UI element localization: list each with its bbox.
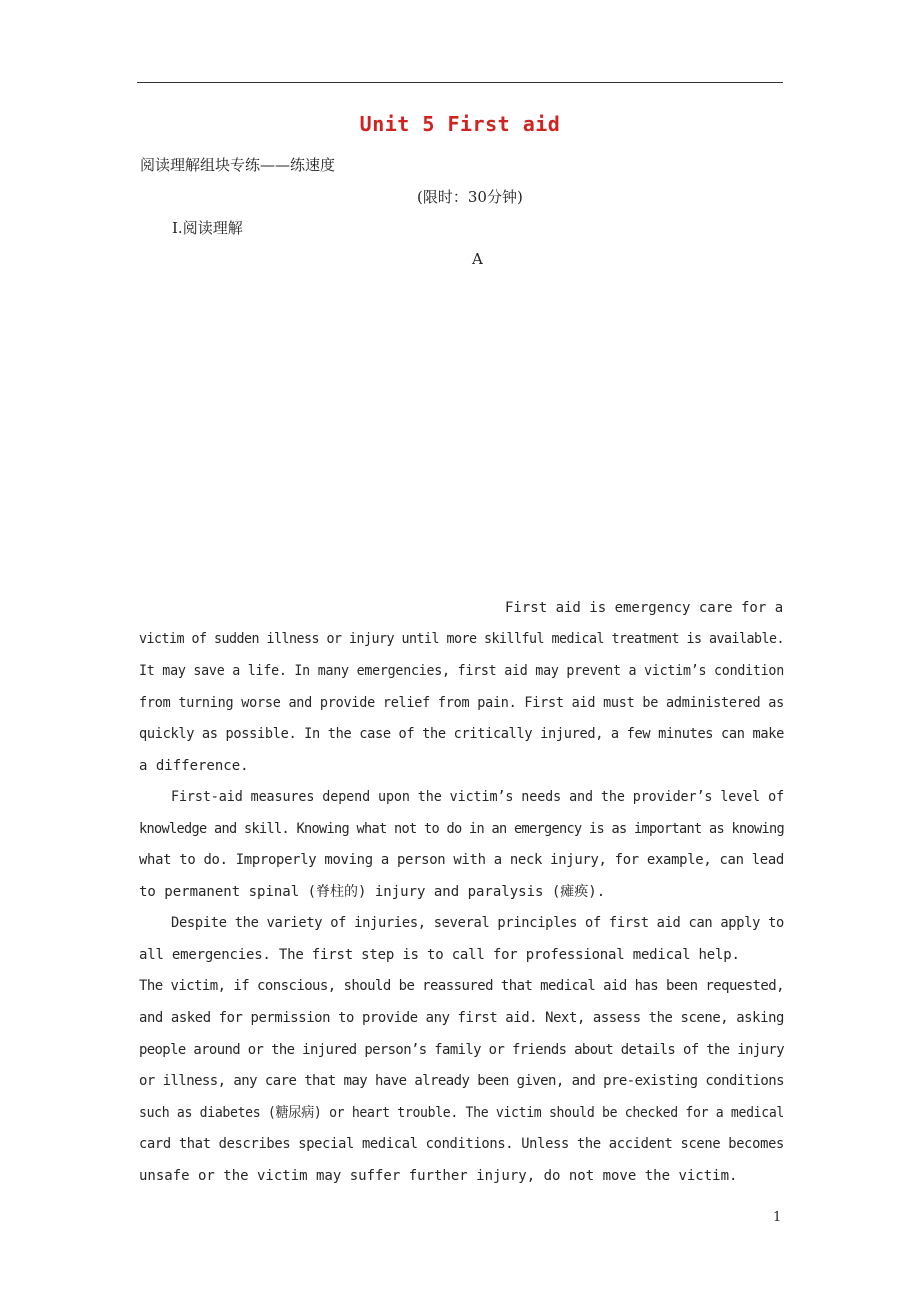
section-heading: Ⅰ.阅读理解 (172, 219, 243, 237)
time-limit: (限时：30分钟) (417, 188, 523, 206)
passage-line: First aid is emergency care for a (505, 600, 784, 616)
passage-line: a difference. (139, 758, 249, 774)
passage-line: card that describes special medical conditions. Unless the accident scene becomes (139, 1136, 785, 1152)
passage-line: such as diabetes (糖尿病) or heart trouble. The victim should be checked for a medical (139, 1105, 784, 1121)
passage-line: unsafe or the victim may suffer further injury, do not move the victim. (139, 1168, 738, 1184)
passage-line: First-aid measures depend upon the victim’s needs and the provider’s level of (171, 789, 785, 805)
passage-line: quickly as possible. In the case of the critically injured, a few minutes can make (139, 726, 784, 742)
passage-line: Despite the variety of injuries, several principles of first aid can apply to (171, 915, 785, 931)
passage-line: people around or the injured person’s family or friends about details of the injury (139, 1042, 784, 1058)
passage-line: knowledge and skill. Knowing what not to do in an emergency is as important as knowing (139, 821, 784, 837)
passage-line: victim of sudden illness or injury until more skillful medical treatment is available. (139, 631, 784, 647)
passage-line: what to do. Improperly moving a person with a neck injury, for example, can lead (139, 852, 784, 868)
passage-line: to permanent spinal (脊柱的) injury and paralysis (瘫痪). (139, 884, 606, 900)
page-title: Unit 5 First aid (359, 112, 561, 136)
passage-line: It may save a life. In many emergencies, first aid may prevent a victim’s condition (139, 663, 784, 679)
passage-line: The victim, if conscious, should be reassured that medical aid has been requested, (139, 978, 785, 994)
passage-line: and asked for permission to provide any first aid. Next, assess the scene, asking (139, 1010, 784, 1026)
passage-line: all emergencies. The first step is to call for professional medical help. (139, 947, 740, 963)
passage-line: from turning worse and provide relief from pain. First aid must be administered as (139, 695, 784, 711)
header-rule (137, 82, 783, 83)
exercise-subtitle: 阅读理解组块专练——练速度 (140, 156, 336, 174)
passage-line: or illness, any care that may have already been given, and pre-existing conditions (139, 1073, 785, 1089)
page-number: 1 (773, 1210, 782, 1225)
passage-label: A (472, 250, 483, 268)
